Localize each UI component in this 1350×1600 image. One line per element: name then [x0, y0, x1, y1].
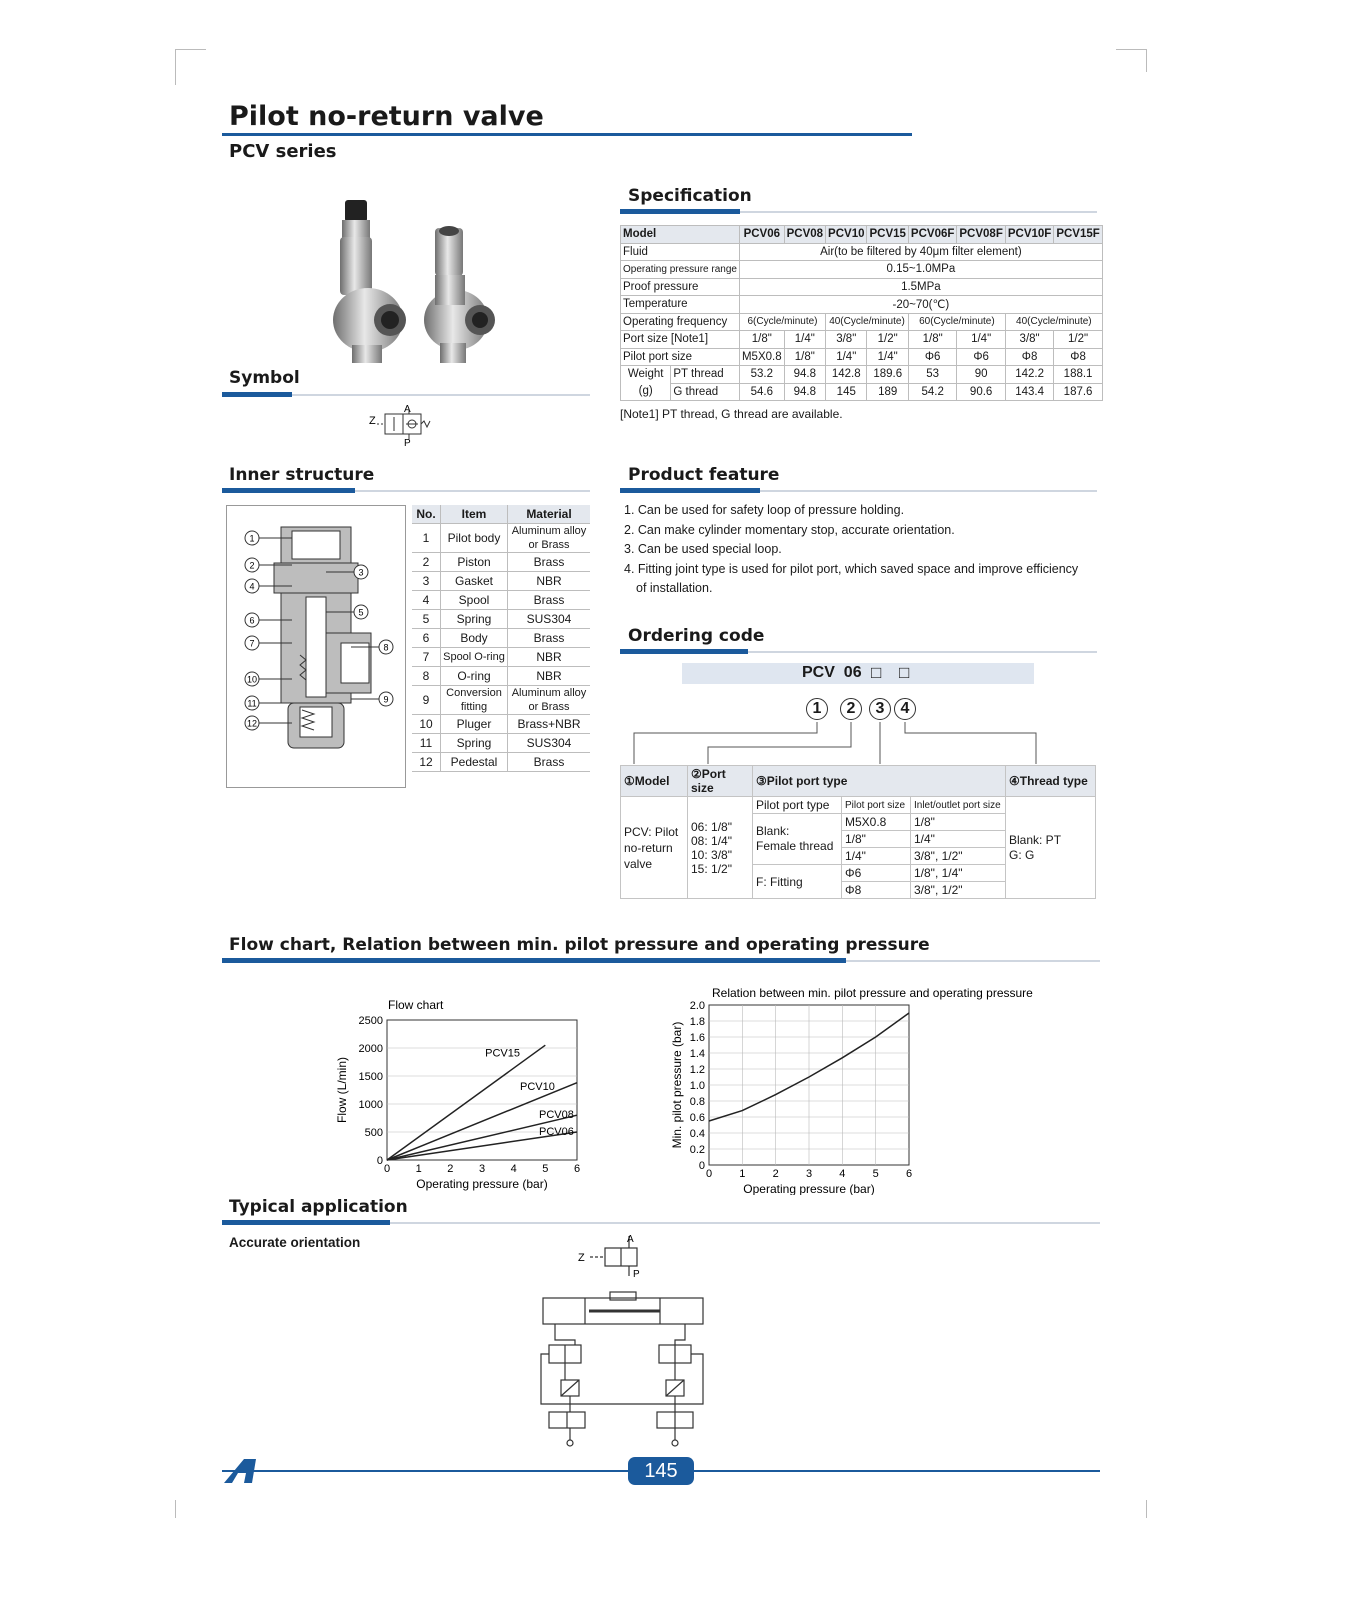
parts-row — [412, 629, 590, 648]
parts-row — [412, 524, 590, 553]
ordering-box-2: □ — [899, 663, 910, 682]
spec-freq-label: Operating frequency — [621, 313, 740, 331]
parts-no: 2 — [412, 553, 441, 572]
ordering-sub-header: Pilot port size — [842, 797, 911, 814]
x-tick-label: 3 — [805, 1168, 813, 1180]
crop-mark — [175, 1500, 176, 1518]
callout-9 — [351, 692, 393, 706]
crop-mark — [1116, 49, 1147, 72]
spec-proof: 1.5MPa — [739, 278, 1102, 296]
chart-title: Flow chart — [388, 998, 444, 1012]
spec-pt-label: PT thread — [671, 366, 740, 384]
spec-g: 54.6 — [739, 383, 784, 401]
section-title-product-feature: Product feature — [628, 465, 780, 485]
spec-pilot-label: Pilot port size — [621, 348, 740, 366]
x-tick-label: 4 — [839, 1168, 846, 1180]
parts-material: NBR — [508, 572, 591, 591]
parts-table — [412, 505, 590, 772]
crop-mark — [175, 49, 206, 85]
page-title: Pilot no-return valve — [229, 101, 544, 132]
spec-freq: 60(Cycle/minute) — [908, 313, 1005, 331]
parts-material: Brass — [508, 753, 591, 772]
series-name: PCV series — [229, 141, 337, 162]
spec-pilot: 1/8" — [784, 348, 825, 366]
ordering-size: 1/8" — [842, 831, 911, 848]
parts-row — [412, 667, 590, 686]
brand-logo — [222, 1457, 262, 1485]
parts-material: SUS304 — [508, 734, 591, 753]
section-rule — [390, 1222, 1100, 1224]
parts-no: 3 — [412, 572, 441, 591]
parts-item: Spool O-ring — [441, 648, 508, 667]
spec-port-label: Port size [Note1] — [621, 331, 740, 349]
svg-text:2: 2 — [249, 560, 255, 571]
ordering-header-port: ②Port size — [688, 766, 753, 797]
ordering-num: 4 — [894, 698, 916, 720]
spec-freq: 6(Cycle/minute) — [739, 313, 825, 331]
y-tick-label: 1.2 — [689, 1064, 705, 1076]
y-axis-label: Flow (L/min) — [335, 1056, 349, 1124]
parts-item: Gasket — [441, 572, 508, 591]
x-tick-label: 5 — [542, 1163, 549, 1175]
spec-model: PCV10 — [826, 226, 867, 244]
crop-mark — [1146, 1500, 1147, 1518]
section-rule — [760, 490, 1097, 492]
section-rule — [355, 490, 590, 492]
spec-fluid: Air(to be filtered by 40μm filter element) — [739, 243, 1102, 261]
spec-temp-label: Temperature — [621, 296, 740, 314]
app-p-label: P — [633, 1269, 640, 1280]
app-a-label: A — [627, 1234, 634, 1245]
chart-title: Relation between min. pilot pressure and operating pressure — [712, 986, 1033, 1000]
spec-g: 189 — [867, 383, 908, 401]
section-underline — [620, 649, 748, 654]
spec-pt: 188.1 — [1054, 366, 1102, 384]
spec-weight-label: Weight (g) — [621, 366, 671, 401]
ordering-size: 3/8", 1/2" — [911, 882, 1006, 899]
series-line — [387, 1045, 545, 1160]
ordering-box-1: □ — [871, 663, 882, 682]
parts-no: 8 — [412, 667, 441, 686]
spec-proof-label: Proof pressure — [621, 278, 740, 296]
x-tick-label: 6 — [573, 1163, 581, 1175]
x-axis-label: Operating pressure (bar) — [743, 1182, 875, 1195]
symbol-a-label: A — [404, 404, 411, 415]
x-tick-label: 4 — [510, 1163, 517, 1175]
x-tick-label: 0 — [705, 1168, 713, 1180]
ordering-blank: Blank: Female thread — [753, 814, 842, 865]
spec-port: 1/4" — [957, 331, 1005, 349]
parts-row — [412, 553, 590, 572]
y-tick-label: 0.2 — [689, 1144, 705, 1156]
series-label: PCV15 — [485, 1047, 521, 1060]
ordering-size: 1/8" — [911, 814, 1006, 831]
feature-item: 2. Can make cylinder momentary stop, accurate orientation. — [624, 522, 955, 537]
x-tick-label: 3 — [478, 1163, 486, 1175]
section-title-symbol: Symbol — [229, 368, 300, 388]
accurate-orientation-label: Accurate orientation — [229, 1235, 361, 1250]
inner-structure-diagram — [226, 505, 406, 788]
ordering-model-desc: PCV: Pilot no-return valve — [621, 797, 688, 899]
series-label: PCV06 — [539, 1125, 574, 1138]
x-tick-label: 2 — [447, 1163, 454, 1175]
spec-port: 1/8" — [739, 331, 784, 349]
y-tick-label: 1.4 — [689, 1048, 705, 1060]
parts-header-material: Material — [508, 505, 591, 524]
parts-material: Aluminum alloy or Brass — [508, 524, 591, 553]
spec-pt: 142.2 — [1005, 366, 1053, 384]
parts-item: Spring — [441, 610, 508, 629]
callout-12 — [245, 716, 292, 730]
spec-note: [Note1] PT thread, G thread are available. — [620, 407, 843, 421]
parts-row — [412, 648, 590, 667]
spec-port: 1/4" — [784, 331, 825, 349]
parts-material: Brass — [508, 591, 591, 610]
feature-item: 3. Can be used special loop. — [624, 542, 782, 556]
section-underline — [222, 488, 355, 493]
ordering-num: 1 — [806, 698, 828, 720]
parts-item: Body — [441, 629, 508, 648]
y-tick-label: 0.8 — [689, 1096, 705, 1108]
spec-model: PCV15 — [867, 226, 908, 244]
x-tick-label: 0 — [383, 1163, 391, 1175]
parts-item: O-ring — [441, 667, 508, 686]
ordering-size: Φ8 — [842, 882, 911, 899]
y-tick-label: 2.0 — [689, 1000, 705, 1012]
spec-freq: 40(Cycle/minute) — [826, 313, 909, 331]
symbol-z-label: Z — [369, 415, 376, 427]
spec-port: 3/8" — [826, 331, 867, 349]
ordering-sub-header: Pilot port type — [753, 797, 842, 814]
svg-text:5: 5 — [358, 607, 364, 618]
y-tick-label: 500 — [364, 1127, 383, 1139]
parts-material: SUS304 — [508, 610, 591, 629]
spec-pt: 90 — [957, 366, 1005, 384]
parts-row — [412, 715, 590, 734]
valve-thread-image — [424, 226, 495, 363]
application-circuit-diagram — [535, 1230, 710, 1455]
flow-chart — [330, 995, 600, 1195]
parts-header-item: Item — [441, 505, 508, 524]
parts-row — [412, 734, 590, 753]
app-z-label: Z — [578, 1252, 585, 1264]
feature-list — [624, 501, 1094, 599]
spec-pilot: Φ6 — [908, 348, 956, 366]
spec-g-label: G thread — [671, 383, 740, 401]
parts-row — [412, 591, 590, 610]
ordering-fitting: F: Fitting — [753, 865, 842, 899]
y-tick-label: 0.4 — [689, 1128, 705, 1140]
ordering-num: 2 — [840, 698, 862, 720]
ordering-header-thread: ④Thread type — [1006, 766, 1096, 797]
ordering-size: Φ6 — [842, 865, 911, 882]
x-tick-label: 6 — [905, 1168, 913, 1180]
parts-row — [412, 753, 590, 772]
ordering-thread-desc: Blank: PT G: G — [1006, 797, 1096, 899]
ordering-size: 1/4" — [911, 831, 1006, 848]
spec-pilot: Φ8 — [1005, 348, 1053, 366]
section-rule — [292, 394, 590, 396]
spec-pt: 189.6 — [867, 366, 908, 384]
y-tick-label: 1.0 — [689, 1080, 705, 1092]
x-tick-label: 2 — [772, 1168, 779, 1180]
valve-symbol — [365, 402, 435, 452]
parts-material: Brass — [508, 629, 591, 648]
parts-material: NBR — [508, 648, 591, 667]
product-photo — [320, 195, 520, 370]
y-tick-label: 0.6 — [689, 1112, 705, 1124]
ordering-table — [620, 765, 1096, 899]
y-tick-label: 0 — [376, 1155, 383, 1167]
parts-item: Pedestal — [441, 753, 508, 772]
parts-material: Brass+NBR — [508, 715, 591, 734]
spec-g: 90.6 — [957, 383, 1005, 401]
pilot-pressure-chart — [665, 985, 1035, 1195]
svg-text:9: 9 — [383, 694, 389, 705]
spec-g: 187.6 — [1054, 383, 1102, 401]
section-rule — [846, 960, 1100, 962]
title-rule — [222, 133, 912, 136]
svg-text:1: 1 — [249, 533, 255, 544]
section-title-flow: Flow chart, Relation between min. pilot pressure and operating pressure — [229, 935, 930, 955]
section-rule — [748, 651, 1097, 653]
ordering-code-text: PCV 06 — [802, 664, 862, 681]
parts-material: Aluminum alloy or Brass — [508, 686, 591, 715]
section-underline — [222, 958, 846, 963]
parts-no: 11 — [412, 734, 441, 753]
section-underline — [222, 392, 292, 397]
parts-item: Pluger — [441, 715, 508, 734]
parts-no: 7 — [412, 648, 441, 667]
spec-port: 1/2" — [867, 331, 908, 349]
parts-header-no: No. — [412, 505, 441, 524]
svg-text:12: 12 — [246, 718, 258, 729]
parts-item: Spring — [441, 734, 508, 753]
spec-model: PCV15F — [1054, 226, 1102, 244]
series-label: PCV08 — [539, 1109, 574, 1121]
symbol-p-label: P — [404, 438, 411, 449]
section-title-typical-application: Typical application — [229, 1197, 408, 1217]
spec-model: PCV08F — [957, 226, 1005, 244]
parts-rows — [412, 524, 590, 772]
parts-item: Conversion fitting — [441, 686, 508, 715]
svg-text:6: 6 — [249, 615, 255, 626]
spec-pt: 53 — [908, 366, 956, 384]
parts-no: 5 — [412, 610, 441, 629]
section-title-specification: Specification — [628, 186, 752, 206]
y-tick-label: 0 — [698, 1160, 705, 1172]
y-tick-label: 2500 — [358, 1015, 383, 1027]
spec-freq: 40(Cycle/minute) — [1005, 313, 1102, 331]
spec-g: 54.2 — [908, 383, 956, 401]
section-underline — [222, 1220, 390, 1225]
spec-table — [620, 225, 1103, 401]
ordering-sub-header: Inlet/outlet port size — [911, 797, 1006, 814]
spec-model: PCV06F — [908, 226, 956, 244]
page-number: 145 — [628, 1457, 694, 1485]
valve-fitting-image — [333, 200, 406, 363]
spec-pressure: 0.15~1.0MPa — [739, 261, 1102, 279]
spec-pilot: 1/4" — [826, 348, 867, 366]
y-tick-label: 1.8 — [689, 1016, 705, 1028]
spec-pilot: Φ8 — [1054, 348, 1102, 366]
svg-text:3: 3 — [358, 567, 364, 578]
feature-item: of installation. — [636, 581, 713, 595]
section-title-inner-structure: Inner structure — [229, 465, 375, 485]
spec-pilot: M5X0.8 — [739, 348, 784, 366]
spec-pt: 142.8 — [826, 366, 867, 384]
spec-g: 143.4 — [1005, 383, 1053, 401]
ordering-size: 1/4" — [842, 848, 911, 865]
x-axis-label: Operating pressure (bar) — [416, 1177, 548, 1191]
ordering-port-desc: 06: 1/8" 08: 1/4" 10: 3/8" 15: 1/2" — [688, 797, 753, 899]
spec-port: 1/2" — [1054, 331, 1102, 349]
spec-g: 94.8 — [784, 383, 825, 401]
y-tick-label: 2000 — [358, 1043, 383, 1055]
spec-port: 1/8" — [908, 331, 956, 349]
feature-item: 1. Can be used for safety loop of pressure holding. — [624, 503, 905, 517]
spec-model-label: Model — [621, 226, 740, 244]
spec-pressure-label: Operating pressure range — [621, 261, 740, 279]
parts-no: 10 — [412, 715, 441, 734]
ordering-size: 1/8", 1/4" — [911, 865, 1006, 882]
y-tick-label: 1500 — [358, 1071, 383, 1083]
parts-no: 1 — [412, 524, 441, 553]
spec-model: PCV08 — [784, 226, 825, 244]
ordering-header-model: ①Model — [621, 766, 688, 797]
section-underline — [620, 488, 760, 493]
spec-model: PCV06 — [739, 226, 784, 244]
section-rule — [740, 211, 1097, 213]
parts-no: 9 — [412, 686, 441, 715]
svg-text:7: 7 — [249, 638, 255, 649]
x-tick-label: 1 — [739, 1168, 746, 1180]
section-underline — [620, 209, 740, 214]
spec-port: 3/8" — [1005, 331, 1053, 349]
parts-no: 12 — [412, 753, 441, 772]
parts-no: 6 — [412, 629, 441, 648]
svg-text:11: 11 — [247, 698, 257, 709]
svg-text:8: 8 — [383, 642, 389, 653]
parts-row — [412, 610, 590, 629]
y-tick-label: 1.6 — [689, 1032, 705, 1044]
parts-no: 4 — [412, 591, 441, 610]
ordering-leader-lines — [620, 720, 1100, 766]
spec-pilot: Φ6 — [957, 348, 1005, 366]
x-tick-label: 1 — [415, 1163, 422, 1175]
parts-material: Brass — [508, 553, 591, 572]
parts-material: NBR — [508, 667, 591, 686]
x-tick-label: 5 — [872, 1168, 879, 1180]
spec-temp: -20~70(℃) — [739, 296, 1102, 314]
parts-item: Pilot body — [441, 524, 508, 553]
y-tick-label: 1000 — [358, 1099, 383, 1111]
parts-item: Piston — [441, 553, 508, 572]
parts-row — [412, 572, 590, 591]
ordering-size: M5X0.8 — [842, 814, 911, 831]
ordering-header-pilot: ③Pilot port type — [753, 766, 1006, 797]
ordering-size: 3/8", 1/2" — [911, 848, 1006, 865]
spec-model: PCV10F — [1005, 226, 1053, 244]
y-axis-label: Min. pilot pressure (bar) — [670, 1021, 684, 1149]
spec-pilot: 1/4" — [867, 348, 908, 366]
section-title-ordering-code: Ordering code — [628, 626, 765, 646]
spec-fluid-label: Fluid — [621, 243, 740, 261]
parts-item: Spool — [441, 591, 508, 610]
spec-g: 145 — [826, 383, 867, 401]
spec-pt: 94.8 — [784, 366, 825, 384]
series-label: PCV10 — [520, 1081, 555, 1093]
spec-pt: 53.2 — [739, 366, 784, 384]
svg-text:10: 10 — [246, 674, 258, 685]
parts-row — [412, 686, 590, 715]
feature-item: 4. Fitting joint type is used for pilot port, which saved space and improve efficiency — [624, 561, 1079, 576]
svg-text:4: 4 — [249, 581, 255, 592]
ordering-num: 3 — [869, 698, 891, 720]
